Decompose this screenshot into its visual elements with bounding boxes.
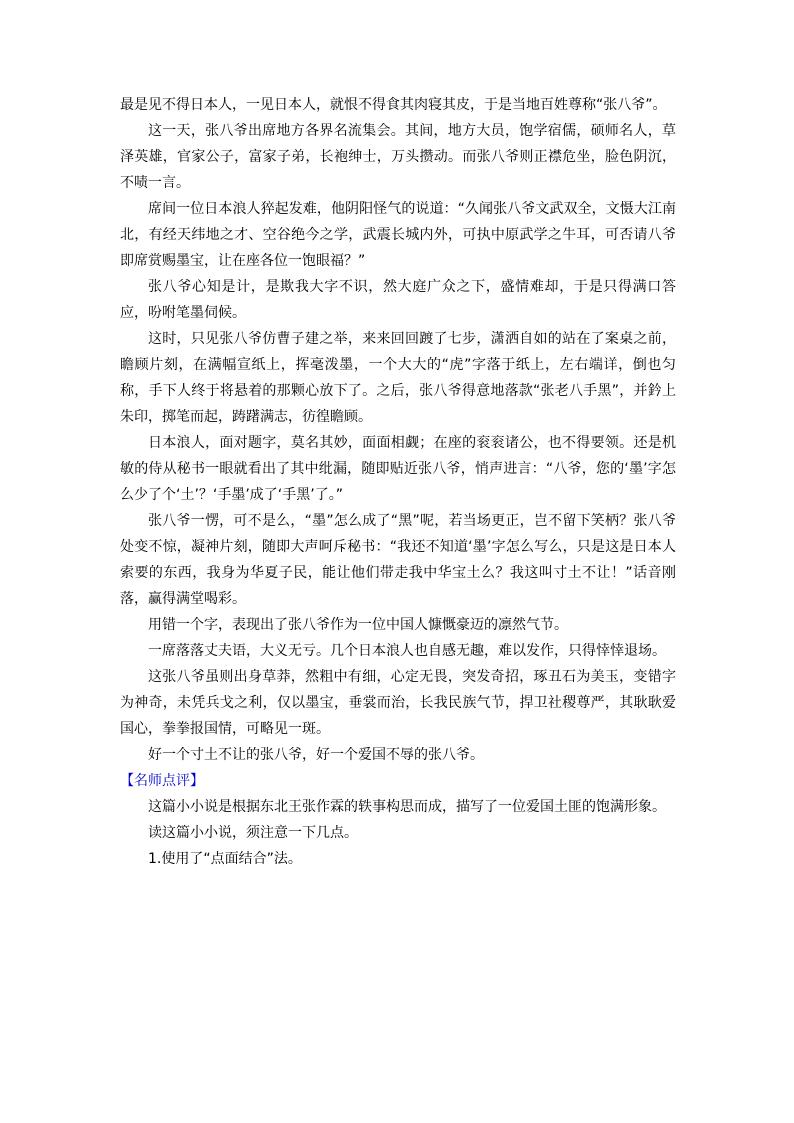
section-heading-teacher-review: 【名师点评】 <box>120 773 204 789</box>
paragraph: 这张八爷虽则出身草莽，然粗中有细，心定无畏，突发奇招，琢丑石为美玉，变错字为神奇，未凭兵戈之利，仅以墨宝，垂裳而治，长我民族气节，捍卫社稷尊严，其耿耿爱国心，拳拳报国情，可略见一斑。 <box>120 669 676 737</box>
paragraph: 用错一个字，表现出了张八爷作为一位中国人慷慨豪迈的凛然气节。 <box>148 617 568 633</box>
review-paragraph: 读这篇小小说，须注意一下几点。 <box>148 825 358 841</box>
paragraph: 这时，只见张八爷仿曹子建之举，来来回回踱了七步，潇洒自如的站在了案桌之前，瞻顾片刻，在满幅宣纸上，挥毫泼墨，一个大大的“虎”字落于纸上，左右端详，倒也匀称，手下人终于将悬着的那颗心放下了。之后，张八爷得意地落款“张老八手黑”，并鈐上朱印，掷笔而起，踌躇满志，彷徨瞻顾。 <box>120 331 676 425</box>
document-body <box>120 92 676 872</box>
paragraph: 一席落落丈夫语，大义无亏。几个日本浪人也自感无趣，难以发作，只得悻悻退场。 <box>148 643 666 659</box>
paragraph: 张八爷心知是计，是欺我大字不识，然大庭广众之下，盛情难却，于是只得满口答应，吩咐笔墨伺候。 <box>120 279 676 321</box>
paragraph: 好一个寸土不让的张八爷，好一个爱国不辱的张八爷。 <box>148 747 484 763</box>
paragraph: 最是见不得日本人，一见日本人，就恨不得食其肉寝其皮，于是当地百姓尊称“张八爷”。 <box>120 97 667 113</box>
paragraph: 张八爷一愣，可不是么，“墨”怎么成了“黑”呢，若当场更正，岂不留下笑柄？张八爷处变不惊，凝神片刻，随即大声呵斥秘书：“我还不知道‘墨’字怎么写么，只是这是日本人索要的东西，我身为华夏子民，能让他们带走我中华宝土么？我这叫寸土不让！”话音刚落，赢得满堂喝彩。 <box>120 513 676 607</box>
paragraph: 席间一位日本浪人猝起发难，他阴阳怪气的说道：“久闻张八爷文武双全，文慑大江南北，有经天纬地之才、空谷绝今之学，武震长城内外，可执中原武学之牛耳，可否请八爷即席赏赐墨宝，让在座各位一饱眼福？” <box>120 201 676 269</box>
paragraph: 这一天，张八爷出席地方各界名流集会。其间，地方大员，饱学宿儒，硕师名人，草泽英雄，官家公子，富家子弟，长袍绅士，万头攒动。而张八爷则正襟危坐，脸色阴沉，不啧一言。 <box>120 123 676 191</box>
paragraph: 日本浪人，面对题字，莫名其妙，面面相觑；在座的衮衮诸公，也不得要领。还是机敏的侍从秘书一眼就看出了其中纰漏，随即贴近张八爷，悄声进言：“八爷，您的‘墨’字怎么少了个‘土’？‘手墨’成了‘手黑’了。” <box>120 435 676 503</box>
review-paragraph: 1.使用了“点面结合”法。 <box>148 851 302 867</box>
review-paragraph: 这篇小小说是根据东北王张作霖的轶事构思而成，描写了一位爱国土匪的饱满形象。 <box>148 799 666 815</box>
